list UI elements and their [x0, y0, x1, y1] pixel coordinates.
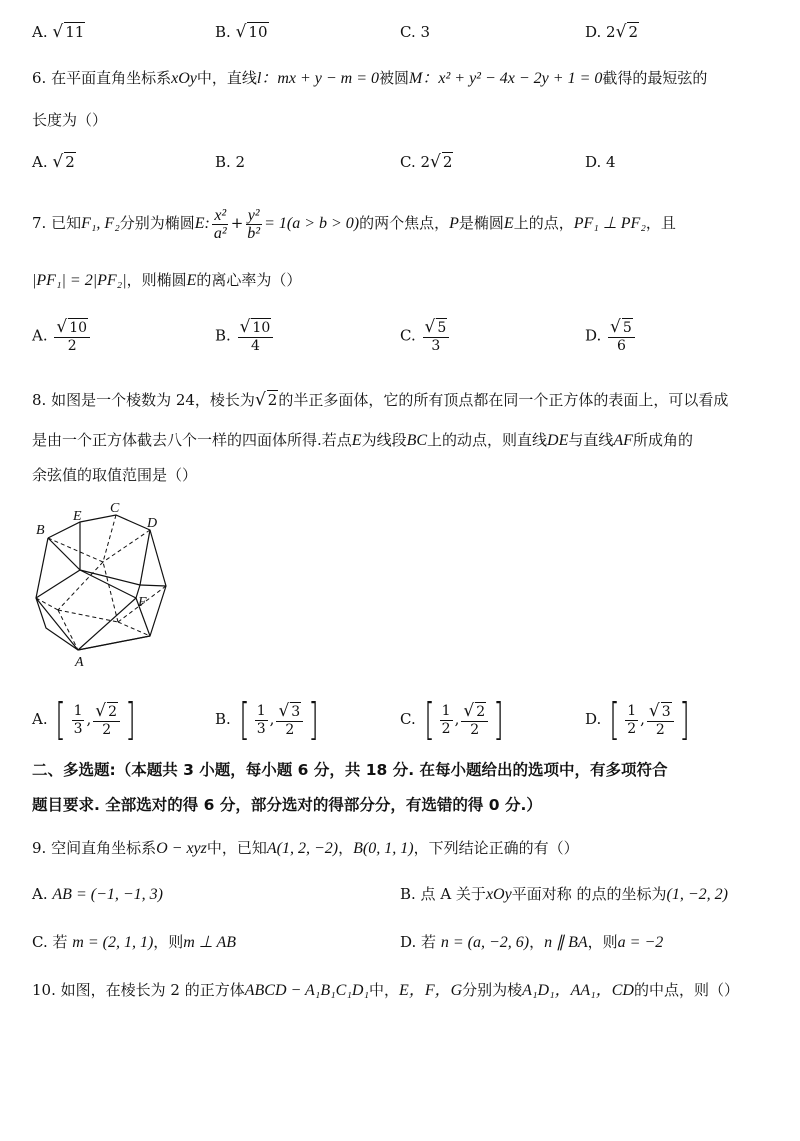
q7-stem: 7. 已知F₁, F₂分别为椭圆E: $\frac{\text{x²}}{\text{a²}}$ + $\frac{\text{y²}}{\text{b²}}$ = 1(a > b > 0)的两个焦点，P是椭圆E上的点，PF₁ ⊥ PF₂，且 [32, 206, 676, 242]
q7-stem-line2: |PF₁| = 2|PF₂|，则椭圆E的离心率为（） [32, 271, 302, 289]
q5-option-d: D. 2√ 2 [585, 22, 638, 42]
q7-option-b: B. $\frac{√ 10}{4}$ [215, 318, 275, 355]
label-A: A [75, 655, 84, 670]
q8-option-c: C. [ $\frac{1}{2}$ , $\frac{√ 2}{2}$ ] [400, 694, 504, 745]
label-E: E [73, 509, 82, 524]
polyhedron-figure [28, 500, 173, 672]
q5-option-b: B. √ 10 [215, 22, 268, 42]
q9-stem: 9. 空间直角坐标系O − xyz中，已知A(1, 2, −2)，B(0, 1, 1)，下列结论正确的有（） [32, 839, 579, 857]
label-B: B [36, 523, 45, 538]
section-2-heading-line2: 题目要求. 全部选对的得 6 分，部分选对的得部分分，有选错的得 0 分.） [32, 796, 542, 814]
q6-option-a: A. √ 2 [32, 152, 75, 172]
label-C: C [110, 501, 120, 516]
q6-stem: 6. 在平面直角坐标系xOy中，直线l：mx + y − m = 0被圆M：x² + y² − 4x − 2y + 1 = 0截得的最短弦的 [32, 69, 708, 87]
q6-option-b: B. 2 [215, 153, 246, 171]
q8-stem: 8. 如图是一个棱数为 24，棱长为√ 2的半正多面体，它的所有顶点都在同一个正方体的表面上，可以看成 [32, 390, 729, 410]
q9-option-d: D. 若 n = (a, −2, 6)，n ∥ BA，则a = −2 [400, 933, 664, 951]
q8-option-a: A. [ $\frac{1}{3}$ , $\frac{√ 2}{2}$ ] [32, 694, 136, 745]
q9-option-a: A. AB = (−1, −1, 3) [32, 885, 163, 903]
q9-option-c: C. 若 m = (2, 1, 1)，则m ⊥ AB [32, 933, 237, 951]
q6-stem-line2: 长度为（） [32, 111, 108, 129]
q7-option-c: C. $\frac{√ 5}{3}$ [400, 318, 451, 355]
q10-stem: 10. 如图，在棱长为 2 的正方体ABCD − A₁B₁C₁D₁中，E，F，G分别为棱A₁D₁，AA₁，CD的中点，则（） [32, 981, 739, 999]
label-F: F [138, 595, 147, 610]
q7-option-d: D. $\frac{√ 5}{6}$ [585, 318, 637, 355]
q7-option-a: A. $\frac{√ 10}{2}$ [32, 318, 92, 355]
q5-option-c: C. 3 [400, 23, 431, 41]
q9-option-b: B. 点 A 关于xOy平面对称 的点的坐标为(1, −2, 2) [400, 885, 728, 903]
q6-option-d: D. 4 [585, 153, 616, 171]
q6-option-c: C. 2√ 2 [400, 152, 453, 172]
q8-stem-line2: 是由一个正方体截去八个一样的四面体所得.若点E为线段BC上的动点，则直线DE与直线AF所成角的 [32, 431, 693, 449]
section-2-heading: 二、多选题:（本题共 3 小题，每小题 6 分，共 18 分. 在每小题给出的选项中，有多项符合 [32, 761, 668, 779]
q8-option-d: D. [ $\frac{1}{2}$ , $\frac{√ 3}{2}$ ] [585, 694, 690, 745]
q8-option-b: B. [ $\frac{1}{3}$ , $\frac{√ 3}{2}$ ] [215, 694, 319, 745]
sqrt-value: 11 [65, 23, 85, 41]
q8-stem-line3: 余弦值的取值范围是（） [32, 466, 198, 484]
q5-option-a: A. √ 11 [32, 22, 85, 42]
label-D: D [147, 516, 158, 531]
